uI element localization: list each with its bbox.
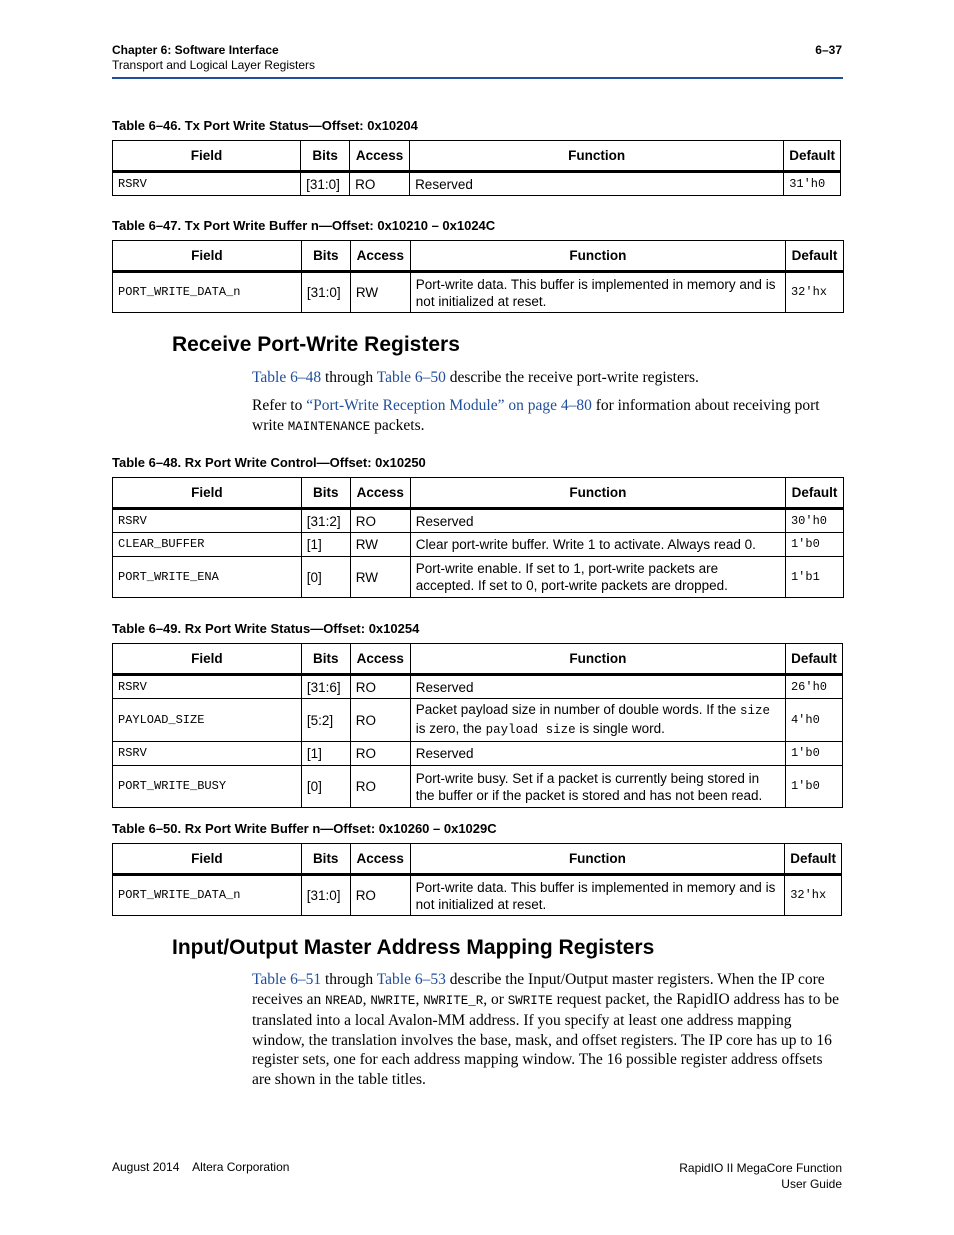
function-cell: Port-write data. This buffer is implemented in memory and is not initialized at reset. bbox=[410, 875, 785, 916]
column-header: Field bbox=[113, 141, 301, 172]
field-cell: PORT_WRITE_DATA_n bbox=[113, 875, 302, 916]
column-header: Function bbox=[410, 241, 785, 272]
table-caption: Table 6–50. Rx Port Write Buffer n—Offset: 0x10260 – 0x1029C bbox=[112, 821, 497, 836]
column-header: Access bbox=[350, 141, 410, 172]
bits-cell: [31:0] bbox=[301, 172, 350, 196]
function-cell: Reserved bbox=[410, 172, 784, 196]
section-heading: Receive Port-Write Registers bbox=[172, 333, 460, 356]
table-row bbox=[113, 675, 843, 699]
table-row bbox=[113, 742, 843, 766]
column-header: Default bbox=[785, 644, 842, 675]
default-cell: 26'h0 bbox=[785, 675, 842, 699]
bits-cell: [31:2] bbox=[301, 509, 350, 533]
header-rule bbox=[112, 77, 843, 79]
paragraph bbox=[252, 396, 844, 437]
function-cell: Port-write enable. If set to 1, port-write packets are accepted. If set to 0, port-write packets are dropped. bbox=[410, 557, 785, 598]
default-cell: 30'h0 bbox=[785, 509, 843, 533]
field-cell: RSRV bbox=[113, 172, 301, 196]
column-header: Bits bbox=[301, 241, 350, 272]
code-term: MAINTENANCE bbox=[287, 419, 371, 434]
default-cell: 32'hx bbox=[785, 875, 842, 916]
table-row bbox=[113, 172, 841, 196]
text-span: describe the receive port-write registers. bbox=[445, 369, 699, 386]
function-cell: Reserved bbox=[410, 742, 785, 766]
section-title: Transport and Logical Layer Registers bbox=[112, 58, 315, 72]
code-term: size bbox=[739, 704, 770, 718]
table-caption: Table 6–46. Tx Port Write Status—Offset: 0x10204 bbox=[112, 118, 418, 133]
table-caption: Table 6–49. Rx Port Write Status—Offset: 0x10254 bbox=[112, 621, 420, 636]
register-table bbox=[112, 240, 844, 313]
register-table bbox=[112, 843, 842, 916]
register-table bbox=[112, 643, 843, 808]
text-span: Refer to bbox=[252, 397, 307, 414]
access-cell: RO bbox=[350, 766, 410, 808]
text-span: request packet, the RapidIO address has to be translated into a local Avalon-MM address. If you specify at least one address mapping window, the translation involves the base, mask, and offset registers. The IP core has up to 16 register sets, one for each address mapping window. The 16 possible register address offsets are shown in the table titles. bbox=[252, 990, 839, 1088]
code-term: NWRITE bbox=[370, 993, 416, 1008]
table-caption: Table 6–47. Tx Port Write Buffer n—Offset: 0x10210 – 0x1024C bbox=[112, 218, 496, 233]
function-cell: Clear port-write buffer. Write 1 to activate. Always read 0. bbox=[410, 533, 785, 557]
column-header: Default bbox=[785, 478, 843, 509]
column-header: Function bbox=[410, 844, 785, 875]
column-header: Bits bbox=[301, 141, 350, 172]
function-cell: Port-write data. This buffer is implemented in memory and is not initialized at reset. bbox=[410, 272, 785, 313]
access-cell: RO bbox=[350, 172, 410, 196]
footer-product: RapidIO II MegaCore Function bbox=[679, 1161, 842, 1175]
table-row bbox=[113, 699, 843, 742]
bits-cell: [1] bbox=[301, 742, 350, 766]
table-link[interactable]: Table 6–50 bbox=[376, 369, 446, 386]
function-cell: Port-write busy. Set if a packet is currently being stored in the buffer or if the packet is stored and has not been read. bbox=[410, 766, 785, 808]
field-cell: PORT_WRITE_BUSY bbox=[113, 766, 302, 808]
bits-cell: [0] bbox=[301, 766, 350, 808]
code-term: NREAD bbox=[325, 993, 363, 1008]
code-term: payload size bbox=[485, 723, 576, 737]
register-table bbox=[112, 477, 844, 598]
column-header: Default bbox=[785, 241, 843, 272]
access-cell: RW bbox=[350, 272, 410, 313]
field-cell: CLEAR_BUFFER bbox=[113, 533, 302, 557]
column-header: Access bbox=[350, 478, 410, 509]
access-cell: RO bbox=[350, 875, 410, 916]
text-span: packets. bbox=[370, 416, 425, 434]
footer-right bbox=[679, 1160, 842, 1192]
function-cell bbox=[410, 699, 785, 742]
column-header: Field bbox=[113, 241, 302, 272]
field-cell: PORT_WRITE_ENA bbox=[113, 557, 302, 598]
column-header: Access bbox=[350, 644, 410, 675]
text-span: for information about receiving port write bbox=[252, 397, 820, 434]
access-cell: RO bbox=[350, 699, 410, 742]
table-row bbox=[113, 766, 843, 808]
text-span: describe the Input/Output master registers. When the IP core receives an bbox=[252, 971, 825, 1008]
chapter-title: Chapter 6: Software Interface bbox=[112, 43, 279, 57]
function-cell: Reserved bbox=[410, 675, 785, 699]
bits-cell: [5:2] bbox=[301, 699, 350, 742]
text-span: , bbox=[362, 990, 371, 1008]
text-span: through bbox=[321, 971, 377, 988]
column-header: Field bbox=[113, 644, 302, 675]
column-header: Bits bbox=[301, 478, 350, 509]
default-cell: 31'h0 bbox=[784, 172, 841, 196]
section-heading: Input/Output Master Address Mapping Registers bbox=[172, 936, 655, 959]
footer-doc-type: User Guide bbox=[781, 1177, 842, 1191]
text-span: through bbox=[321, 369, 377, 386]
bits-cell: [0] bbox=[301, 557, 350, 598]
bits-cell: [31:0] bbox=[301, 875, 350, 916]
table-link[interactable]: Table 6–48 bbox=[252, 369, 322, 386]
field-cell: PAYLOAD_SIZE bbox=[113, 699, 302, 742]
code-term: SWRITE bbox=[507, 993, 553, 1008]
table-row bbox=[113, 533, 844, 557]
table-row bbox=[113, 509, 844, 533]
paragraph bbox=[252, 368, 844, 388]
function-cell: Reserved bbox=[410, 509, 785, 533]
column-header: Function bbox=[410, 478, 785, 509]
column-header: Function bbox=[410, 141, 784, 172]
table-row bbox=[113, 272, 844, 313]
table-row bbox=[113, 875, 842, 916]
text-span: , bbox=[415, 990, 424, 1008]
column-header: Default bbox=[784, 141, 841, 172]
column-header: Bits bbox=[301, 844, 350, 875]
table-link[interactable]: Table 6–51 bbox=[252, 971, 322, 988]
text-span: , or bbox=[483, 990, 508, 1008]
table-row bbox=[113, 557, 844, 598]
page-number: 6–37 bbox=[815, 43, 842, 57]
column-header: Access bbox=[350, 844, 410, 875]
text-span: Packet payload size in number of double words. If the bbox=[415, 702, 740, 717]
field-cell: RSRV bbox=[113, 509, 302, 533]
access-cell: RO bbox=[350, 509, 410, 533]
default-cell: 1'b0 bbox=[785, 766, 842, 808]
bits-cell: [31:6] bbox=[301, 675, 350, 699]
column-header: Default bbox=[785, 844, 842, 875]
bits-cell: [31:0] bbox=[301, 272, 350, 313]
access-cell: RO bbox=[350, 675, 410, 699]
default-cell: 1'b0 bbox=[785, 533, 843, 557]
table-link[interactable]: Table 6–53 bbox=[376, 971, 446, 988]
column-header: Access bbox=[350, 241, 410, 272]
text-span: is zero, the bbox=[415, 721, 486, 736]
default-cell: 1'b1 bbox=[785, 557, 843, 598]
page-header bbox=[112, 43, 842, 73]
field-cell: PORT_WRITE_DATA_n bbox=[113, 272, 302, 313]
default-cell: 1'b0 bbox=[785, 742, 842, 766]
column-header: Field bbox=[113, 844, 302, 875]
footer-left: August 2014 Altera Corporation bbox=[112, 1160, 290, 1174]
access-cell: RO bbox=[350, 742, 410, 766]
table-caption: Table 6–48. Rx Port Write Control—Offset: 0x10250 bbox=[112, 455, 426, 470]
column-header: Function bbox=[410, 644, 785, 675]
code-term: NWRITE_R bbox=[423, 993, 484, 1008]
access-cell: RW bbox=[350, 557, 410, 598]
column-header: Field bbox=[113, 478, 302, 509]
column-header: Bits bbox=[301, 644, 350, 675]
default-cell: 4'h0 bbox=[785, 699, 842, 742]
paragraph bbox=[252, 970, 844, 1089]
access-cell: RW bbox=[350, 533, 410, 557]
default-cell: 32'hx bbox=[785, 272, 843, 313]
text-span: is single word. bbox=[575, 721, 665, 736]
field-cell: RSRV bbox=[113, 675, 302, 699]
cross-reference-link[interactable]: “Port-Write Reception Module” on page 4–80 bbox=[306, 397, 592, 414]
register-table bbox=[112, 140, 841, 196]
bits-cell: [1] bbox=[301, 533, 350, 557]
field-cell: RSRV bbox=[113, 742, 302, 766]
